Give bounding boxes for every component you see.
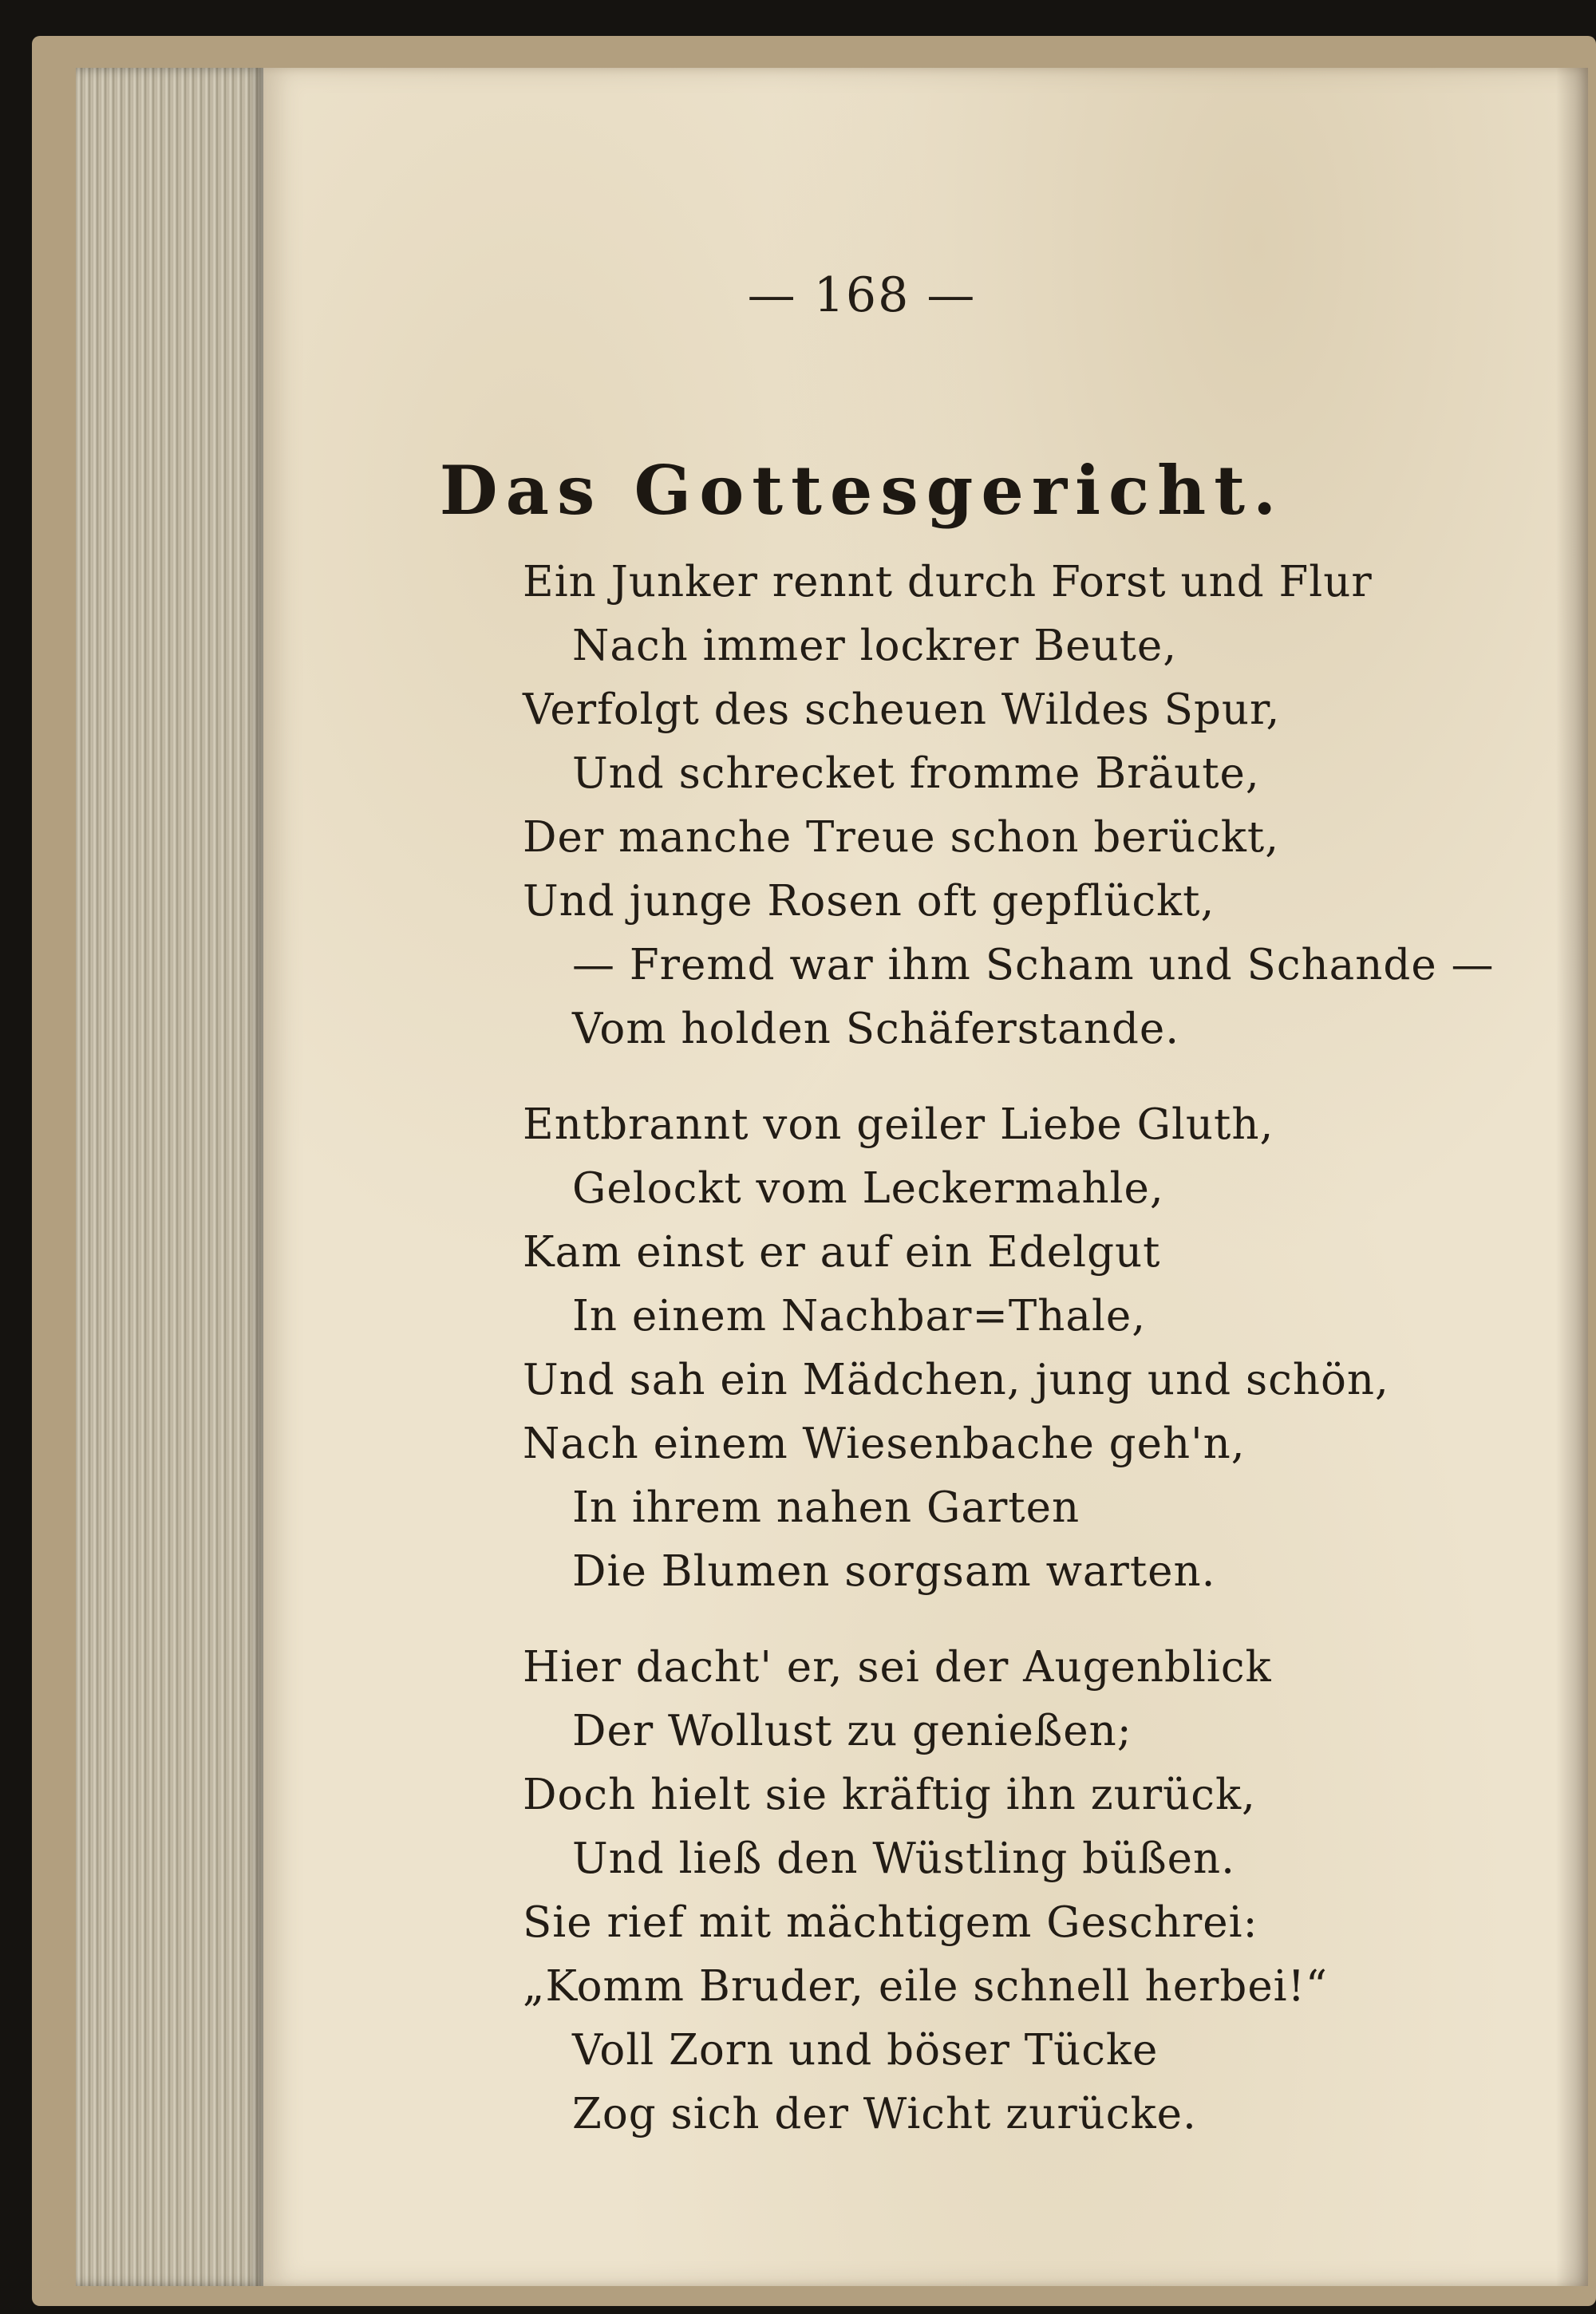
poem-title: Das Gottesgericht. <box>439 451 1285 530</box>
poem-line: Sie rief mit mächtigem Geschrei: <box>523 1898 1258 1947</box>
book-page <box>263 68 1588 2286</box>
poem-line: Gelockt vom Leckermahle, <box>572 1164 1164 1213</box>
poem-line: Und schrecket fromme Bräute, <box>572 749 1260 798</box>
poem-line: Der Wollust zu genießen; <box>572 1707 1132 1755</box>
poem-line: In ihrem nahen Garten <box>572 1483 1080 1532</box>
spine-shadow <box>1556 68 1588 2286</box>
stanza-2 <box>523 1093 1495 1604</box>
poem-line: Und sah ein Mädchen, jung und schön, <box>523 1356 1389 1404</box>
poem-line: Und junge Rosen oft gepflückt, <box>523 877 1215 926</box>
poem-line: — Fremd war ihm Scham und Schande — <box>572 941 1495 989</box>
poem-line: Und ließ den Wüstling büßen. <box>572 1834 1235 1883</box>
page-edges <box>76 68 263 2286</box>
poem-line: Voll Zorn und böser Tücke <box>572 2026 1159 2075</box>
stanza-3 <box>523 1636 1495 2146</box>
poem-line: Hier dacht' er, sei der Augenblick <box>523 1643 1272 1692</box>
poem-line: In einem Nachbar=Thale, <box>572 1292 1147 1341</box>
poem-body <box>523 551 1495 2178</box>
stanza-1 <box>523 551 1495 1061</box>
poem-line: Ein Junker rennt durch Forst und Flur <box>523 558 1373 606</box>
poem-line: Der manche Treue schon berückt, <box>523 813 1280 862</box>
poem-line: Doch hielt sie kräftig ihn zurück, <box>523 1771 1256 1819</box>
poem-line: Entbrannt von geiler Liebe Gluth, <box>523 1100 1274 1149</box>
poem-line: „Komm Bruder, eile schnell herbei!“ <box>523 1962 1329 2011</box>
poem-line: Kam einst er auf ein Edelgut <box>523 1228 1161 1277</box>
page-number: — 168 — <box>747 267 977 323</box>
poem-line: Zog sich der Wicht zurücke. <box>572 2090 1197 2138</box>
poem-line: Die Blumen sorgsam warten. <box>572 1547 1216 1596</box>
poem-line: Nach immer lockrer Beute, <box>572 622 1178 670</box>
poem-line: Nach einem Wiesenbache geh'n, <box>523 1420 1246 1468</box>
poem-line: Verfolgt des scheuen Wildes Spur, <box>523 685 1281 734</box>
poem-line: Vom holden Schäferstande. <box>572 1005 1180 1053</box>
